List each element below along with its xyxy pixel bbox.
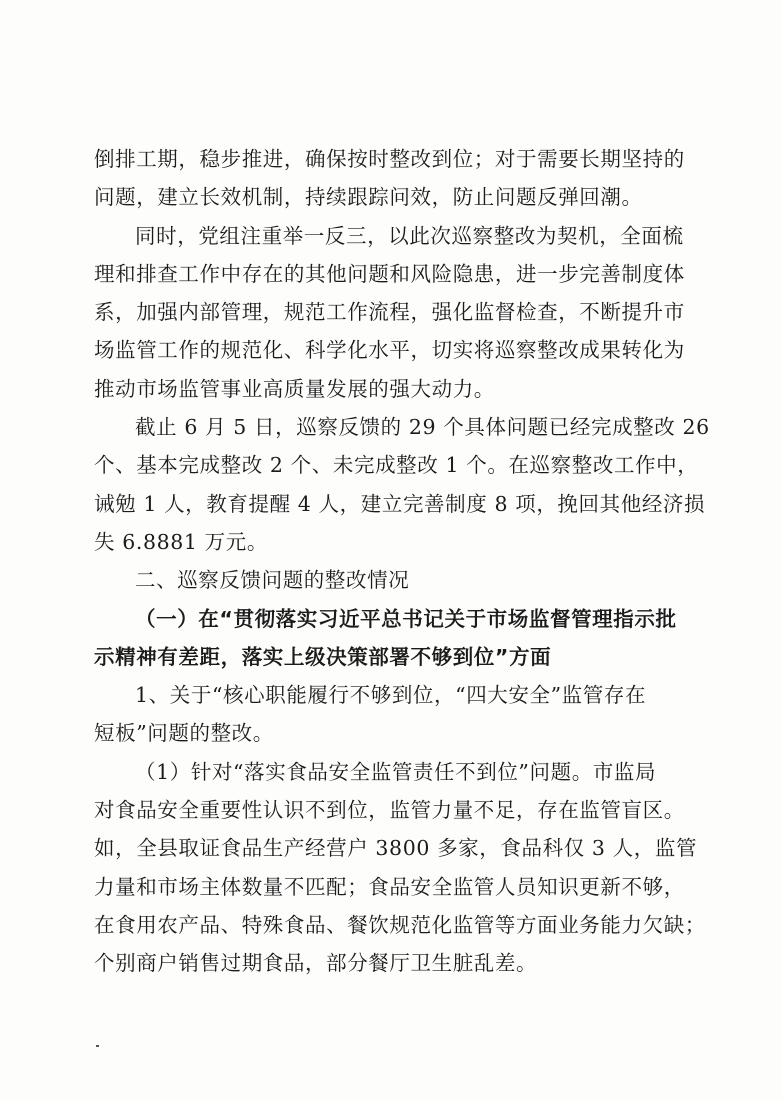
paragraph-line: 对食品安全重要性认识不到位，监管力量不足，存在监管盲区。 <box>94 798 685 823</box>
paragraph-line: 个别商户销售过期食品，部分餐厅卫生脏乱差。 <box>94 951 538 976</box>
paragraph-line: 诫勉 1 人，教育提醒 4 人，建立完善制度 8 项，挽回其他经济损 <box>94 491 706 516</box>
paragraph-line: 场监管工作的规范化、科学化水平，切实将巡察整改成果转化为 <box>94 338 685 363</box>
subsection-heading-line: 示精神有差距，落实上级决策部署不够到位”方面 <box>94 644 552 669</box>
paragraph-line: 理和排查工作中存在的其他问题和风险隐患，进一步完善制度体 <box>94 261 685 286</box>
paragraph-line: 系，加强内部管理，规范工作流程，强化监督检查，不断提升市 <box>94 300 685 325</box>
item-heading-line: 短板”问题的整改。 <box>94 721 274 746</box>
paragraph-line: 失 6.8881 万元。 <box>94 529 268 554</box>
paragraph-line: 同时，党组注重举一反三，以此次巡察整改为契机，全面梳 <box>135 223 684 248</box>
paragraph-line: 如，全县取证食品生产经营户 3800 多家，食品科仅 3 人，监管 <box>94 836 698 861</box>
subsection-heading-line: （一）在“贯彻落实习近平总书记关于市场监督管理指示批 <box>135 606 677 631</box>
paragraph-line: 个、基本完成整改 2 个、未完成整改 1 个。在巡察整改工作中， <box>94 453 699 478</box>
section-heading: 二、巡察反馈问题的整改情况 <box>135 568 410 593</box>
item-heading-line: 1、关于“核心职能履行不够到位，“四大安全”监管存在 <box>135 683 647 708</box>
paragraph-line: 问题，建立长效机制，持续跟踪问效，防止问题反弹回潮。 <box>94 185 643 210</box>
paragraph-line: 力量和市场主体数量不匹配；食品安全监管人员知识更新不够， <box>94 874 685 899</box>
paragraph-line: 在食用农产品、特殊食品、餐饮规范化监管等方面业务能力欠缺； <box>94 912 706 937</box>
paragraph-line: 截止 6 月 5 日，巡察反馈的 29 个具体问题已经完成整改 26 <box>135 415 710 440</box>
document-body <box>94 143 710 986</box>
paragraph-line: 倒排工期，稳步推进，确保按时整改到位；对于需要长期坚持的 <box>94 147 685 171</box>
paragraph-line: （1）针对“落实食品安全监管责任不到位”问题。市监局 <box>135 759 657 784</box>
scan-speck <box>96 1045 99 1047</box>
paragraph-line: 推动市场监管事业高质量发展的强大动力。 <box>94 376 495 401</box>
